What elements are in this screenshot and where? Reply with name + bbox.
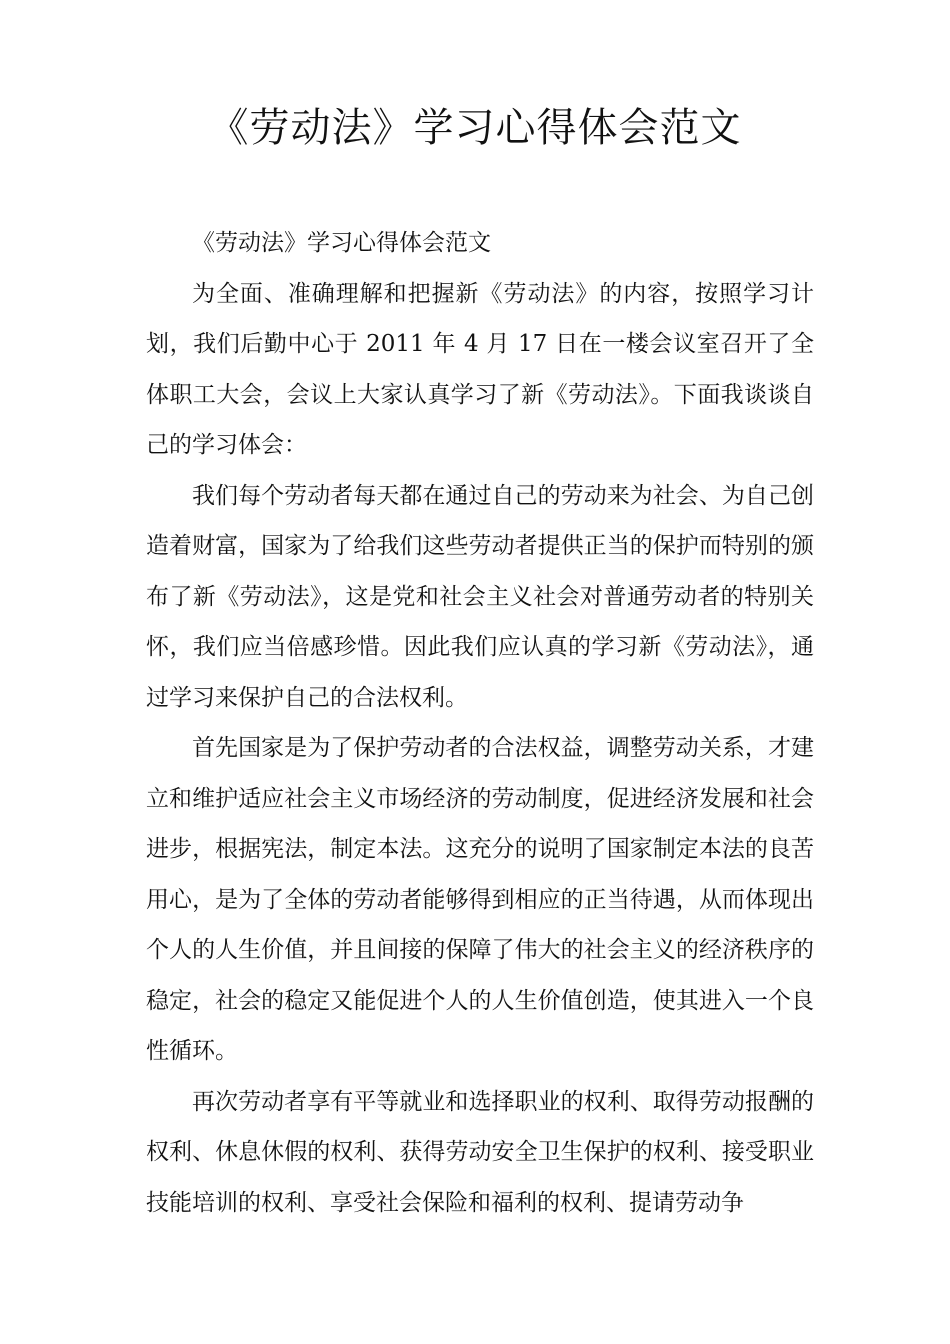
paragraph-subtitle: 《劳动法》学习心得体会范文 bbox=[192, 230, 491, 256]
paragraph: 首先国家是为了保护劳动者的合法权益，调整劳动关系，才建立和维护适应社会主义市场经济的劳动制度，促进经济发展和社会进步，根据宪法，制定本法。这充分的说明了国家制定本法的良苦用心，是为了全体的劳动者能够得到相应的正当待遇，从而体现出个人的人生价值，并且间接的保障了伟大的社会主义的经济秩序的稳定，社会的稳定又能促进个人的人生价值创造，使其进入一个良性循环。 bbox=[146, 735, 814, 1064]
paragraph: 再次劳动者享有平等就业和选择职业的权利、取得劳动报酬的权利、休息休假的权利、获得劳动安全卫生保护的权利、接受职业技能培训的权利、享受社会保险和福利的权利、提请劳动争 bbox=[146, 1088, 814, 1216]
document-title: 《劳动法》学习心得体会范文 bbox=[208, 105, 742, 151]
paragraph: 我们每个劳动者每天都在通过自己的劳动来为社会、为自己创造着财富，国家为了给我们这些劳动者提供正当的保护而特别的颁布了新《劳动法》，这是党和社会主义社会对普通劳动者的特别关怀，我们应当倍感珍惜。因此我们应认真的学习新《劳动法》，通过学习来保护自己的合法权利。 bbox=[146, 482, 814, 711]
document-body bbox=[146, 218, 814, 1228]
paragraph: 为全面、准确理解和把握新《劳动法》的内容，按照学习计划，我们后勤中心于 2011 年 4 月 17 日在一楼会议室召开了全体职工大会，会议上大家认真学习了新《劳动法》。下面我谈谈自己的学习体会： bbox=[146, 280, 814, 458]
